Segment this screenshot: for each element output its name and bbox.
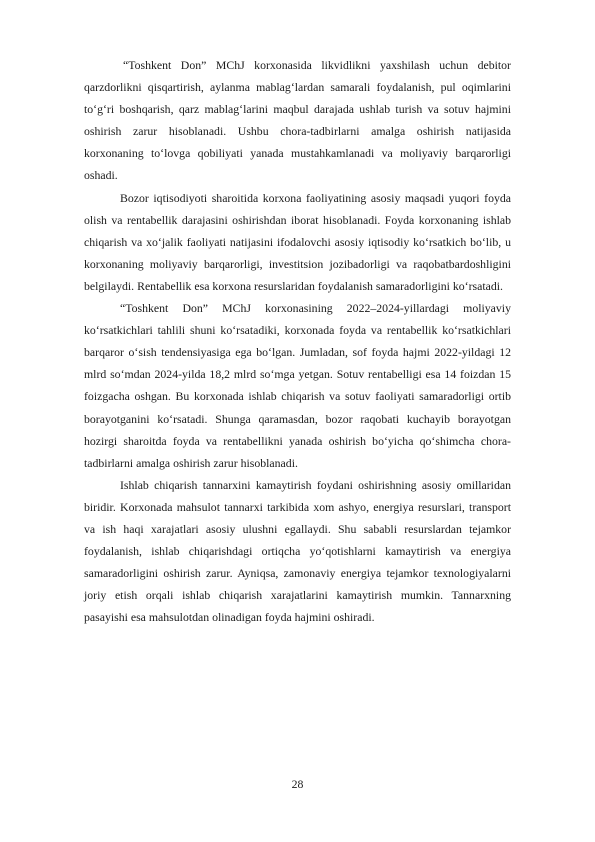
paragraph-liquidity: “Toshkent Don” MChJ korxonasida likvidlikni yaxshilash uchun debitor qarzdorlikni qisqartirish, aylanma mablag‘lardan samarali foydalanish, pul oqimlarini to‘g‘ri boshqarish, qarz mablag‘larini maqbul darajada ushlab turish va sotuv hajmini oshirish zarur hisoblanadi. Ushbu chora-tadbirlarni amalga oshirish natijasida korxonaning to‘lovga qobiliyati yanada mustahkamlanadi va moliyaviy barqarorligi oshadi. — [84, 58, 511, 183]
page-body — [84, 54, 511, 628]
paragraph-financial-analysis: “Toshkent Don” MChJ korxonasining 2022–2024-yillardagi moliyaviy ko‘rsatkichlari tahlili shuni ko‘rsatadiki, korxonada foyda va rentabellik ko‘rsatkichlari barqaror o‘sish tendensiyasiga ega bo‘lgan. Jumladan, sof foyda hajmi 2022-yildagi 12 mlrd so‘mdan 2024-yilda 18,2 mlrd so‘mga yetgan. Sotuv rentabelligi esa 14 foizdan 15 foizgacha oshgan. Bu korxonada ishlab chiqarish va sotuv faoliyati samaradorligi ortib borayotganini ko‘rsatadi. Shunga qaramasdan, bozor raqobati kuchayib borayotgan hozirgi sharoitda foyda va rentabellikni yanada oshirish bo‘yicha qo‘shimcha chora-tadbirlarni amalga oshirish zarur hisoblanadi. — [84, 301, 511, 470]
paragraph-cost-reduction: Ishlab chiqarish tannarxini kamaytirish foydani oshirishning asosiy omillaridan biridir. Korxonada mahsulot tannarxi tarkibida xom ashyo, energiya resurslari, transport va ish haqi xarajatlari asosiy ulushni egallaydi. Shu sababli resurslardan tejamkor foydalanish, ishlab chiqarishdagi ortiqcha yo‘qotishlarni kamaytirish va energiya samaradorligini oshirish zarur. Ayniqsa, zamonaviy energiya tejamkor texnologiyalarni joriy etish orqali ishlab chiqarish xarajatlarini kamaytirish mumkin. Tannarxning pasayishi esa mahsulotdan olinadigan foyda hajmini oshiradi. — [84, 477, 511, 625]
paragraph-profitability-goal: Bozor iqtisodiyoti sharoitida korxona faoliyatining asosiy maqsadi yuqori foyda olish va rentabellik darajasini oshirishdan iborat hisoblanadi. Foyda korxonaning ishlab chiqarish va xo‘jalik faoliyati natijasini ifodalovchi asosiy iqtisodiy ko‘rsatkich bo‘lib, u korxonaning moliyaviy barqarorligi, investitsion jozibadorligi va raqobatbardoshligini belgilaydi. Rentabellik esa korxona resurslaridan foydalanish samaradorligini ko‘rsatadi. — [84, 190, 511, 293]
page-number: 28 — [291, 777, 304, 791]
